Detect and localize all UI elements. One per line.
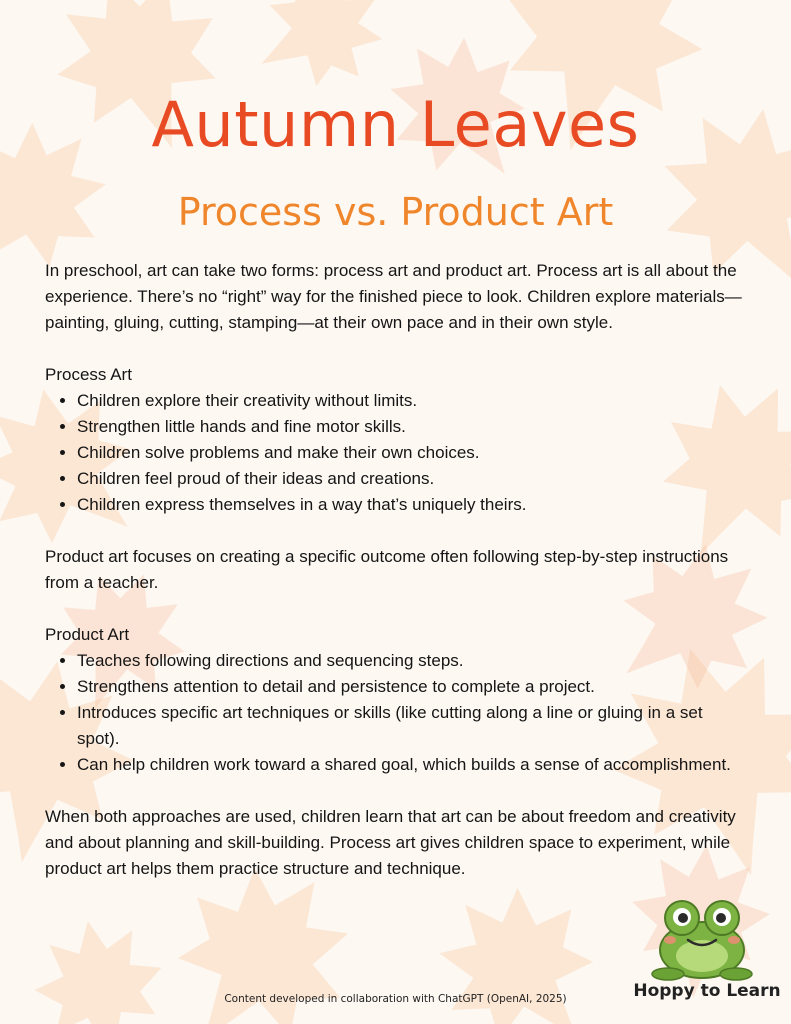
product-art-heading: Product Art bbox=[45, 625, 130, 644]
list-item: • Children solve problems and make their own choices. bbox=[77, 440, 745, 466]
product-intro-paragraph: Product art focuses on creating a specific outcome often following step-by-step instructions from a teacher. bbox=[45, 547, 729, 592]
product-art-list bbox=[45, 648, 745, 778]
list-item: • Teaches following directions and sequencing steps. bbox=[77, 648, 745, 674]
conclusion-paragraph: When both approaches are used, children learn that art can be about freedom and creativity and about planning and skill-building. Process art gives children space to experiment, while product art helps them practice structure and technique. bbox=[45, 807, 736, 878]
page-subtitle: Process vs. Product Art bbox=[177, 190, 614, 234]
process-art-heading: Process Art bbox=[45, 365, 132, 384]
list-item: • Strengthen little hands and fine motor skills. bbox=[77, 414, 745, 440]
frog-icon bbox=[648, 890, 756, 982]
process-art-list bbox=[45, 388, 745, 518]
article-body bbox=[45, 258, 745, 882]
list-item: • Can help children work toward a shared goal, which builds a sense of accomplishment. bbox=[77, 752, 745, 778]
list-item: • Children explore their creativity without limits. bbox=[77, 388, 745, 414]
list-item: • Children feel proud of their ideas and creations. bbox=[77, 466, 745, 492]
page-title: Autumn Leaves bbox=[151, 88, 640, 161]
list-item: • Introduces specific art techniques or skills (like cutting along a line or gluing in a set spot). bbox=[77, 700, 745, 752]
list-item: • Children express themselves in a way that’s uniquely theirs. bbox=[77, 492, 745, 518]
intro-paragraph: In preschool, art can take two forms: process art and product art. Process art is all about the experience. There’s no “right” way for the finished piece to look. Children explore materials—painting, gluing, cutting, stamping—at their own pace and in their own style. bbox=[45, 261, 742, 332]
footer-credit: Content developed in collaboration with ChatGPT (OpenAI, 2025) bbox=[224, 993, 567, 1005]
brand-name: Hoppy to Learn bbox=[633, 981, 781, 1001]
list-item: • Strengthens attention to detail and persistence to complete a project. bbox=[77, 674, 745, 700]
